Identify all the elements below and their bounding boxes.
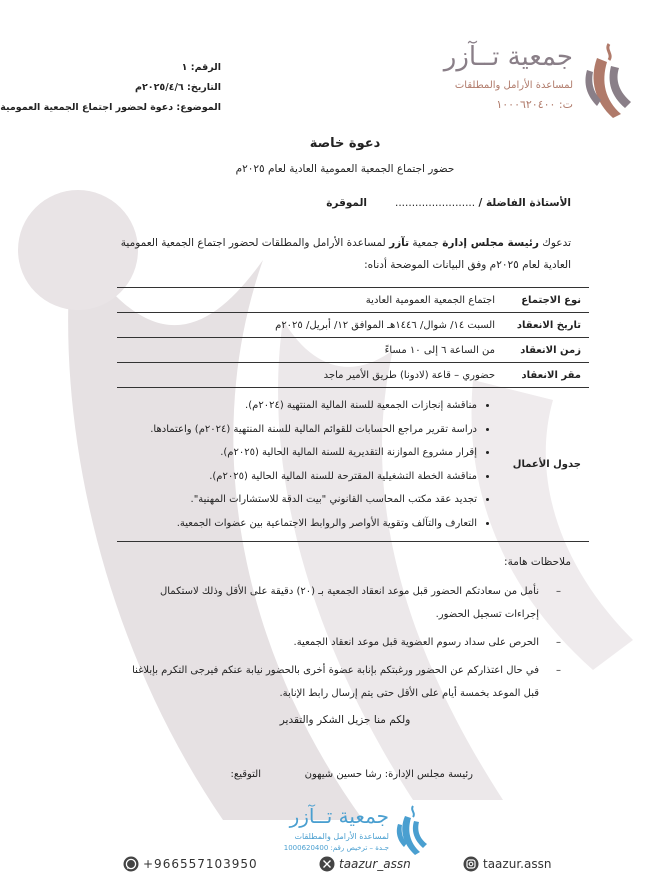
intro-paragraph — [101, 232, 571, 276]
x-twitter-icon — [319, 856, 335, 872]
notes-list — [131, 580, 561, 710]
note-text: الحرص على سداد رسوم العضوية قبل موعد انعقاد الجمعية. — [293, 637, 539, 648]
whatsapp-icon — [123, 856, 139, 872]
footer-org-subtitle: لمساعدة الأرامل والمطلقات — [294, 832, 389, 841]
intro-chair: رئيسة مجلس إدارة — [442, 237, 539, 249]
row-label: مقر الانعقاد — [503, 363, 589, 388]
table-row — [117, 313, 589, 338]
meeting-table — [117, 287, 589, 542]
agenda-item: • مناقشة إنجازات الجمعية للسنة المالية المنتهية (٢٠٢٤م). — [125, 394, 477, 418]
instagram-icon — [463, 856, 479, 872]
footer-logo-mark — [393, 804, 429, 856]
note-bullet: – — [556, 665, 561, 676]
row-value: حضوري – قاعة (لادونا) طريق الأمير ماجد — [117, 363, 503, 388]
org-name: جمعية تــآزر — [443, 42, 573, 72]
row-value: السبت ١٤/ شوال/ ١٤٤٦هـ الموافق ١٢/ أبريل/ ٢٠٢٥م — [117, 313, 503, 338]
row-value: من الساعة ٦ إلى ١٠ مساءً — [117, 338, 503, 363]
letter-number: الرقم: ١ — [181, 62, 221, 73]
footer-contacts — [123, 856, 563, 876]
phone-number: +966557103950 — [143, 857, 258, 871]
intro-part-2: جمعية — [412, 237, 439, 249]
row-label: نوع الاجتماع — [503, 288, 589, 313]
note-item — [131, 580, 561, 626]
agenda-item: • مناقشة الخطة التشغيلية المقترحة للسنة المالية الحالية (٢٠٢٥م). — [125, 465, 477, 489]
org-logo-mark — [579, 40, 635, 120]
row-label: زمن الانعقاد — [503, 338, 589, 363]
note-bullet: – — [556, 637, 561, 648]
note-text: نأمل من سعادتكم الحضور قبل موعد انعقاد الجمعية بـ (٢٠) دقيقة على الأقل وذلك لاستكمال إجراءات تسجيل الحضور. — [159, 586, 539, 620]
row-label: تاريخ الانعقاد — [503, 313, 589, 338]
agenda-item: • دراسة تقرير مراجع الحسابات للقوائم المالية للسنة المنتهية (٢٠٢٤م) واعتمادها. — [125, 418, 477, 442]
addressee-label: الأستاذة الفاضلة / — [478, 197, 571, 209]
twitter-handle: taazur_assn — [339, 857, 411, 871]
letter-meta — [0, 58, 221, 118]
row-value: اجتماع الجمعية العمومية العادية — [117, 288, 503, 313]
org-subtitle: لمساعدة الأرامل والمطلقات — [454, 80, 573, 91]
footer-org-registration: جـدة – ترخيص رقم: 1000620400 — [283, 844, 389, 852]
letter-subtitle: حضور اجتماع الجمعية العمومية العادية لعام ٢٠٢٥م — [235, 163, 455, 175]
org-registration: ت: ١٠٠٠٦٢٠٤٠٠ — [496, 98, 573, 111]
agenda-list — [125, 394, 495, 535]
intro-org: تآزر — [389, 237, 410, 249]
signature-label: التوقيع: — [230, 769, 261, 780]
agenda-item: • تجديد عقد مكتب المحاسب القانوني "بيت الدقة للاستشارات المهنية". — [125, 488, 477, 512]
note-item — [131, 659, 561, 705]
agenda-item: • إقرار مشروع الموازنة التقديرية للسنة المالية الحالية (٢٠٢٥م). — [125, 441, 477, 465]
letter-subject: الموضوع: دعوة لحضور اجتماع الجمعية العمومية — [0, 102, 221, 113]
intro-part-1: تدعوك — [542, 237, 571, 249]
letter-date: التاريخ: ٢٠٢٥/٤/٦م — [135, 82, 221, 93]
whatsapp-contact[interactable] — [123, 856, 258, 872]
agenda-cell — [117, 388, 503, 542]
note-text: في حال اعتذاركم عن الحضور ورغبتكم بإنابة عضوة أخرى بالحضور نيابة عنكم فيرجى التكرم بإبلاغنا قبل الموعد بخمسة أيام على الأقل حتى يتم إرسال رابط الإنابة. — [132, 665, 539, 699]
letter-title: دعوة خاصة — [309, 136, 381, 151]
footer-org-name: جمعية تــآزر — [289, 804, 389, 828]
chair-name: رئيسة مجلس الإدارة: رشا حسين شيهون — [304, 769, 473, 780]
note-item — [131, 631, 561, 654]
org-logo — [445, 40, 635, 120]
notes-title: ملاحظات هامة: — [504, 556, 571, 568]
table-row — [117, 288, 589, 313]
closing-thanks: ولكم منا جزيل الشكر والتقدير — [279, 714, 411, 726]
footer-logo — [259, 804, 429, 856]
addressee — [395, 197, 571, 209]
addressee-honorific: الموقرة — [326, 197, 367, 209]
table-row — [117, 338, 589, 363]
agenda-label: جدول الأعمال — [503, 388, 589, 542]
agenda-item: • التعارف والتآلف وتقوية الأواصر والروابط الاجتماعية بين عضوات الجمعية. — [125, 512, 477, 536]
addressee-blank: ........................ — [395, 197, 476, 209]
agenda-row — [117, 388, 589, 542]
intro-part-3: لمساعدة الأرامل والمطلقات لحضور اجتماع الجمعية العمومية العادية لعام ٢٠٢٥م وفق البيانات الموضحة أدناه: — [120, 237, 571, 271]
instagram-contact[interactable] — [463, 856, 551, 872]
instagram-handle: taazur.assn — [483, 857, 552, 871]
twitter-contact[interactable] — [319, 856, 411, 872]
note-bullet: – — [556, 586, 561, 597]
table-row — [117, 363, 589, 388]
